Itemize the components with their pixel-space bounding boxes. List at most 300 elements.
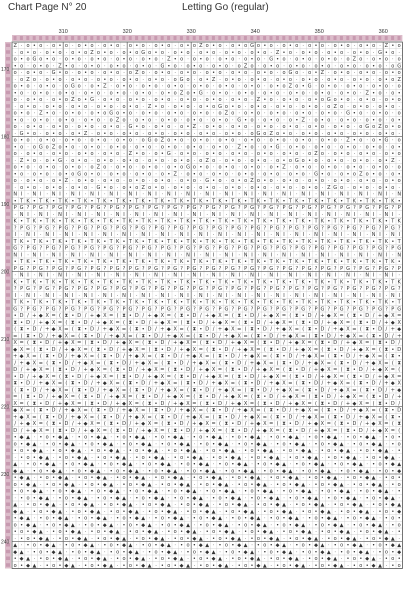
svg-text:▲: ▲ [333,475,337,481]
svg-text:·: · [72,435,74,441]
svg-text:o: o [212,90,215,96]
svg-text:o: o [218,151,221,157]
svg-text:•: • [385,543,388,549]
svg-text:•: • [263,151,266,157]
svg-text:•: • [295,543,298,549]
svg-text:N: N [103,293,107,299]
svg-text:⧗: ⧗ [167,360,171,366]
svg-text:⧗: ⧗ [257,394,261,400]
svg-text:•: • [315,239,318,245]
svg-text:◆: ◆ [301,529,305,535]
svg-text:o: o [135,171,138,177]
svg-text:I: I [283,293,284,299]
svg-text:P: P [276,306,279,312]
svg-text:▲: ▲ [314,536,318,542]
svg-text:o: o [340,171,343,177]
svg-text:•: • [308,543,311,549]
svg-text:G: G [90,246,94,252]
svg-text:/: / [283,401,285,407]
svg-text:·: · [334,549,336,555]
svg-text:•: • [366,178,369,184]
svg-text:o: o [276,171,279,177]
svg-text:D: D [263,387,267,393]
svg-text:o: o [39,124,42,130]
svg-text:X: X [65,394,69,400]
svg-text:o: o [340,90,343,96]
svg-text:o: o [340,104,343,110]
svg-text:o: o [378,185,381,191]
svg-text:P: P [302,205,305,211]
svg-text:•: • [78,556,81,562]
svg-text:+: + [269,320,273,326]
svg-text:•: • [27,104,30,110]
svg-text:P: P [116,225,119,231]
svg-text:X: X [269,367,273,373]
svg-text:◆: ◆ [192,455,196,461]
svg-text:▲: ▲ [180,435,184,441]
svg-text:X: X [276,374,280,380]
svg-text:•: • [14,475,17,481]
svg-text:o: o [135,489,138,495]
svg-text:X: X [193,408,197,414]
svg-text:•: • [174,279,177,285]
svg-text:•: • [379,394,382,400]
svg-text:o: o [359,138,362,144]
svg-text:o: o [46,171,49,177]
svg-text:D: D [384,394,388,400]
svg-text:N: N [244,252,248,258]
svg-text:·: · [341,273,343,279]
svg-text:·: · [283,495,285,501]
svg-text:·: · [258,252,260,258]
svg-text:•: • [379,111,382,117]
ruler-tick [6,185,10,189]
svg-text:P: P [65,306,68,312]
svg-text:K: K [385,300,389,306]
svg-text:◆: ◆ [90,509,94,515]
svg-text:•: • [257,502,260,508]
svg-text:P: P [250,286,253,292]
svg-text:o: o [276,104,279,110]
svg-text:•: • [116,144,119,150]
svg-text:•: • [135,43,138,49]
svg-text:•: • [91,448,94,454]
svg-text:•: • [129,556,132,562]
svg-text:▲: ▲ [256,475,260,481]
svg-text:·: · [181,468,183,474]
svg-text:·: · [226,556,228,562]
svg-text:·: · [347,104,349,110]
svg-text:+: + [359,354,363,360]
svg-text:•: • [199,482,202,488]
svg-text:+: + [115,340,119,346]
svg-text:K: K [270,239,274,245]
svg-text:(: ( [373,340,375,346]
svg-text:▲: ▲ [365,509,369,515]
svg-text:P: P [385,225,388,231]
svg-text:▲: ▲ [378,522,382,528]
svg-text:P: P [212,286,215,292]
svg-text:◆: ◆ [77,495,81,501]
svg-text:o: o [14,57,17,63]
svg-text:•: • [353,300,356,306]
svg-text:•: • [321,90,324,96]
svg-text:X: X [333,374,337,380]
svg-text:◆: ◆ [148,367,152,373]
svg-text:▲: ▲ [397,543,401,549]
svg-text:o: o [398,522,401,528]
svg-text:?: ? [295,205,298,211]
svg-text:T: T [128,300,133,306]
svg-text:•: • [244,448,247,454]
svg-text:T: T [288,198,293,204]
svg-text:=: = [275,428,279,434]
svg-text:·: · [168,495,170,501]
svg-text:G: G [269,57,273,63]
svg-text:•: • [308,516,311,522]
svg-text:o: o [334,165,337,171]
svg-text:o: o [65,165,68,171]
svg-text:(: ( [219,421,221,427]
svg-text:I: I [309,252,310,258]
svg-text:•: • [46,239,49,245]
svg-text:·: · [296,192,298,198]
ruler-tick [6,415,10,419]
svg-text:o: o [199,516,202,522]
svg-text:+: + [19,421,23,427]
svg-text:◆: ◆ [154,536,158,542]
svg-text:o: o [33,63,36,69]
svg-text:·: · [264,57,266,63]
svg-text:·: · [226,124,228,130]
svg-text:K: K [218,259,222,265]
svg-text:•: • [391,70,394,76]
svg-text:◆: ◆ [180,340,184,346]
svg-text:N: N [84,293,88,299]
svg-text:T: T [384,259,389,265]
svg-text:o: o [84,171,87,177]
svg-text:•: • [340,354,343,360]
svg-text:I: I [322,293,323,299]
svg-text:?: ? [315,266,318,272]
svg-text:/: / [130,360,132,366]
svg-text:•: • [135,482,138,488]
svg-text:·: · [110,138,112,144]
svg-text:•: • [59,482,62,488]
svg-text:+: + [391,327,395,333]
svg-text:G: G [301,246,305,252]
svg-text:·: · [91,212,93,218]
svg-text:K: K [103,259,107,265]
svg-text:o: o [84,475,87,481]
svg-text:+: + [282,394,286,400]
svg-text:•: • [219,543,222,549]
svg-text:•: • [231,50,234,56]
svg-text:o: o [372,536,375,542]
svg-text:T: T [153,198,158,204]
svg-text:I: I [136,252,137,258]
svg-text:D: D [333,340,337,346]
svg-text:D: D [96,394,100,400]
svg-text:·: · [27,252,29,258]
svg-text:T: T [70,239,75,245]
svg-text:o: o [398,97,401,103]
svg-text:o: o [46,158,49,164]
svg-text:/: / [46,333,48,339]
svg-text:G: G [391,225,395,231]
svg-text:•: • [398,448,401,454]
svg-text:•: • [33,124,36,130]
svg-text:o: o [353,131,356,137]
svg-text:P: P [46,246,49,252]
svg-text:o: o [39,138,42,144]
svg-text:=: = [96,421,100,427]
svg-text:(: ( [251,394,253,400]
svg-text:P: P [359,266,362,272]
svg-text:G: G [295,158,299,164]
svg-text:·: · [136,232,138,238]
svg-text:▲: ▲ [308,529,312,535]
svg-text:•: • [155,219,158,225]
svg-text:·: · [245,104,247,110]
svg-text:·: · [181,171,183,177]
svg-text:·: · [149,70,151,76]
svg-text:o: o [14,151,17,157]
svg-text:·: · [232,144,234,150]
svg-text:/: / [354,354,356,360]
svg-text:(: ( [321,408,323,414]
svg-text:/: / [14,360,16,366]
svg-text:K: K [308,239,312,245]
svg-text:P: P [142,246,145,252]
svg-text:o: o [353,556,356,562]
svg-text:•: • [295,117,298,123]
svg-text:T: T [237,279,242,285]
svg-text:K: K [90,279,94,285]
svg-text:·: · [14,50,16,56]
svg-text:•: • [103,489,106,495]
svg-text:•: • [238,239,241,245]
svg-text:·: · [379,97,381,103]
svg-text:•: • [379,57,382,63]
svg-text:T: T [115,198,120,204]
svg-text:o: o [321,482,324,488]
svg-text:T: T [185,239,190,245]
svg-text:N: N [173,212,177,218]
svg-text:·: · [168,77,170,83]
svg-text:o: o [346,124,349,130]
svg-text:T: T [134,259,139,265]
svg-text:•: • [78,50,81,56]
svg-text:o: o [250,117,253,123]
svg-text:/: / [168,401,170,407]
svg-text:o: o [340,543,343,549]
svg-text:▲: ▲ [90,543,94,549]
svg-text:o: o [148,185,151,191]
svg-text:·: · [341,475,343,481]
svg-text:+: + [160,387,164,393]
svg-text:P: P [84,306,87,312]
svg-text:·: · [136,543,138,549]
svg-text:+: + [109,394,113,400]
svg-text:(: ( [257,401,259,407]
svg-text:I: I [206,232,207,238]
svg-text:o: o [327,144,330,150]
svg-text:/: / [334,333,336,339]
svg-text:o: o [154,178,157,184]
svg-text:?: ? [244,225,247,231]
svg-text:I: I [398,293,399,299]
svg-text:G: G [192,205,196,211]
svg-text:·: · [245,495,247,501]
svg-text:⧗: ⧗ [103,354,107,360]
svg-text:•: • [283,489,286,495]
svg-text:X: X [289,387,293,393]
svg-text:▲: ▲ [186,441,190,447]
svg-text:o: o [20,529,23,535]
svg-text:•: • [155,50,158,56]
svg-text:o: o [359,124,362,130]
svg-text:·: · [104,549,106,555]
svg-text:=: = [250,340,254,346]
svg-text:o: o [71,185,74,191]
svg-text:•: • [167,435,170,441]
svg-text:o: o [302,185,305,191]
svg-text:•: • [372,462,375,468]
svg-text:D: D [52,347,56,353]
svg-text:K: K [340,219,344,225]
svg-text:•: • [46,111,49,117]
svg-text:=: = [122,387,126,393]
svg-text:▲: ▲ [64,556,68,562]
svg-text:I: I [392,273,393,279]
svg-text:◆: ◆ [180,482,184,488]
svg-text:·: · [136,57,138,63]
svg-text:◆: ◆ [263,489,267,495]
svg-text:D: D [122,360,126,366]
svg-text:P: P [26,246,29,252]
svg-text:o: o [385,178,388,184]
svg-text:•: • [187,43,190,49]
ruler-tick [6,428,10,432]
svg-text:I: I [392,212,393,218]
svg-text:•: • [289,97,292,103]
svg-text:•: • [27,387,30,393]
svg-text:o: o [58,185,61,191]
svg-text:?: ? [225,286,228,292]
svg-text:o: o [257,43,260,49]
svg-text:N: N [141,232,145,238]
svg-text:o: o [52,111,55,117]
svg-text:P: P [372,246,375,252]
svg-text:T: T [141,219,146,225]
svg-text:•: • [193,144,196,150]
svg-text:◆: ◆ [205,509,209,515]
svg-text:o: o [161,90,164,96]
svg-text:◆: ◆ [346,394,350,400]
svg-text:X: X [65,333,69,339]
svg-text:?: ? [161,266,164,272]
svg-text:◆: ◆ [205,428,209,434]
svg-text:·: · [40,482,42,488]
svg-text:•: • [347,421,350,427]
svg-text:/: / [315,313,317,319]
svg-text:·: · [21,232,23,238]
svg-text:/: / [91,381,93,387]
svg-text:•: • [340,414,343,420]
svg-text:⧗: ⧗ [199,333,203,339]
ruler-tick [6,557,10,561]
svg-text:o: o [180,97,183,103]
svg-text:•: • [289,360,292,366]
svg-text:•: • [212,97,215,103]
svg-text:P: P [308,225,311,231]
svg-text:P: P [334,246,337,252]
svg-text:P: P [218,306,221,312]
svg-text:·: · [322,104,324,110]
svg-text:T: T [25,219,30,225]
svg-text:+: + [231,340,235,346]
svg-text:·: · [187,556,189,562]
svg-text:o: o [110,50,113,56]
svg-text:•: • [206,198,209,204]
svg-text:▲: ▲ [397,502,401,508]
svg-text:◆: ◆ [173,333,177,339]
svg-text:T: T [38,259,43,265]
svg-text:(: ( [245,327,247,333]
svg-text:⧗: ⧗ [244,381,248,387]
svg-text:o: o [161,158,164,164]
svg-text:X: X [231,387,235,393]
svg-text:•: • [372,489,375,495]
svg-text:T: T [13,300,18,306]
svg-text:o: o [142,165,145,171]
svg-text:▲: ▲ [128,543,132,549]
svg-text:⧗: ⧗ [26,333,30,339]
svg-text:•: • [14,529,17,535]
svg-text:•: • [212,522,215,528]
svg-text:G: G [58,205,62,211]
svg-text:⧗: ⧗ [205,340,209,346]
svg-text:·: · [392,448,394,454]
svg-text:(: ( [379,408,381,414]
svg-text:·: · [251,462,253,468]
svg-text:o: o [302,50,305,56]
svg-text:•: • [366,70,369,76]
svg-text:N: N [321,252,325,258]
svg-text:◆: ◆ [372,360,376,366]
svg-text:o: o [398,563,401,569]
svg-text:·: · [270,563,272,569]
svg-text:o: o [58,131,61,137]
svg-text:·: · [200,151,202,157]
svg-text:•: • [187,70,190,76]
svg-text:·: · [386,117,388,123]
ruler-tick [97,36,100,40]
svg-text:o: o [46,516,49,522]
svg-text:?: ? [302,286,305,292]
svg-text:P: P [250,225,253,231]
svg-text:◆: ◆ [13,509,17,515]
svg-text:◆: ◆ [320,468,324,474]
svg-text:P: P [167,266,170,272]
svg-text:o: o [372,57,375,63]
svg-text:▲: ▲ [372,516,376,522]
svg-text:o: o [238,435,241,441]
svg-text:·: · [264,138,266,144]
svg-text:D: D [180,360,184,366]
svg-text:·: · [341,57,343,63]
